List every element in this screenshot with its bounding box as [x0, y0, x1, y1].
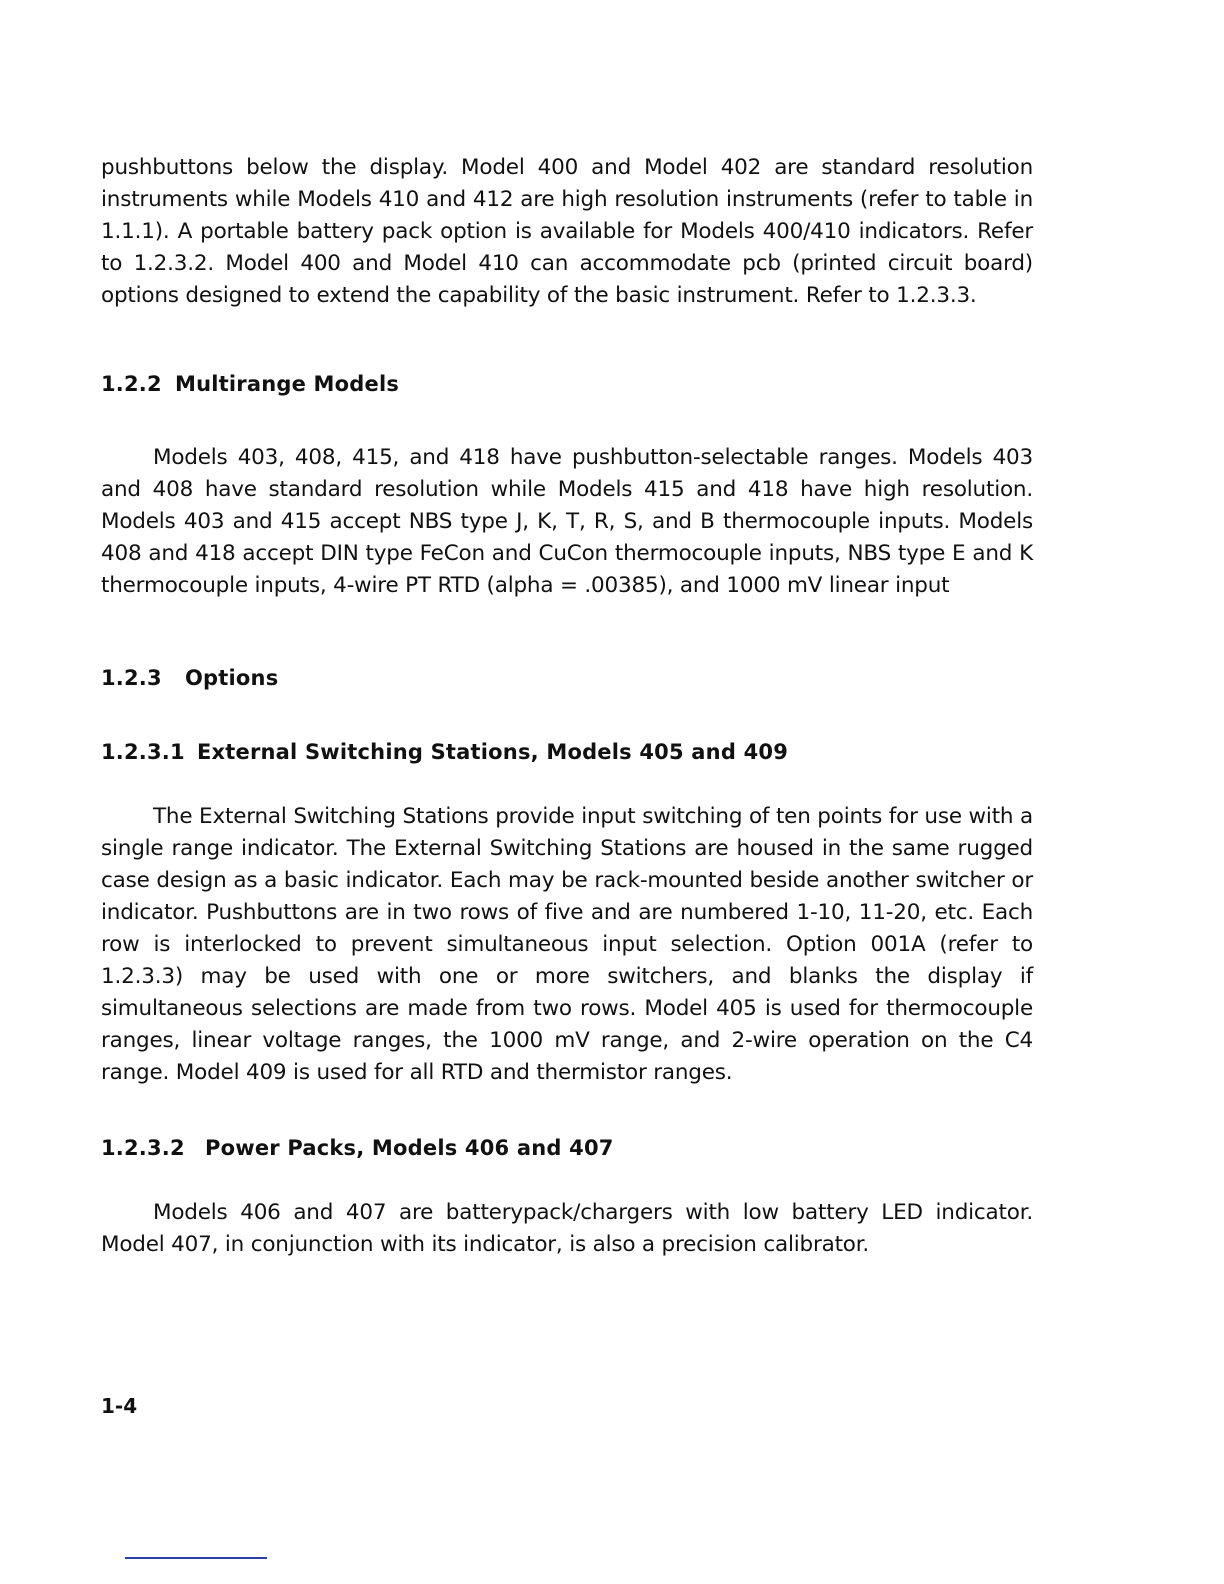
- section-title: Options: [185, 666, 279, 690]
- document-page: [101, 152, 1033, 1261]
- section-number: 1.2.3: [101, 666, 162, 690]
- section-heading-multirange: [101, 368, 1033, 400]
- section-heading-options: [101, 662, 1033, 694]
- section-number: 1.2.3.2: [101, 1136, 185, 1160]
- section-heading-switching: [101, 736, 1033, 768]
- intro-paragraph: pushbuttons below the display. Model 400 and Model 402 are standard resolution instruments while Models 410 and 412 are high resolution instruments (refer to table in 1.1.1). A portable battery pack option is available for Models 400/410 indicators. Refer to 1.2.3.2. Model 400 and Model 410 can accommodate pcb (printed circuit board) options designed to extend the capability of the basic instrument. Refer to 1.2.3.3.: [101, 155, 1033, 308]
- page-number: 1-4: [101, 1394, 138, 1418]
- power-packs-paragraph: Models 406 and 407 are batterypack/chargers with low battery LED indicator. Model 407, in conjunction with its indicator, is also a precision calibrator.: [101, 1200, 1033, 1257]
- section-heading-power-packs: [101, 1132, 1033, 1164]
- section-number: 1.2.3.1: [101, 740, 185, 764]
- section-title: Power Packs, Models 406 and 407: [205, 1136, 614, 1160]
- section-number: 1.2.2: [101, 372, 162, 396]
- switching-paragraph: The External Switching Stations provide input switching of ten points for use with a single range indicator. The External Switching Stations are housed in the same rugged case design as a basic indicator. Each may be rack-mounted beside another switcher or indicator. Pushbuttons are in two rows of five and are numbered 1-10, 11-20, etc. Each row is interlocked to prevent simultaneous input selection. Option 001A (refer to 1.2.3.3) may be used with one or more switchers, and blanks the display if simultaneous selections are made from two rows. Model 405 is used for thermocouple ranges, linear voltage ranges, the 1000 mV range, and 2-wire operation on the C4 range. Model 409 is used for all RTD and thermistor ranges.: [101, 804, 1033, 1085]
- multirange-paragraph: Models 403, 408, 415, and 418 have pushbutton-selectable ranges. Models 403 and 408 have standard resolution while Models 415 and 418 have high resolution. Models 403 and 415 accept NBS type J, K, T, R, S, and B thermocouple inputs. Models 408 and 418 accept DIN type FeCon and CuCon thermocouple inputs, NBS type E and K thermocouple inputs, 4-wire PT RTD (alpha = .00385), and 1000 mV linear input: [101, 445, 1033, 598]
- section-title: Multirange Models: [175, 372, 400, 396]
- section-title: External Switching Stations, Models 405 and 409: [197, 740, 789, 764]
- footer-rule: [125, 1557, 267, 1559]
